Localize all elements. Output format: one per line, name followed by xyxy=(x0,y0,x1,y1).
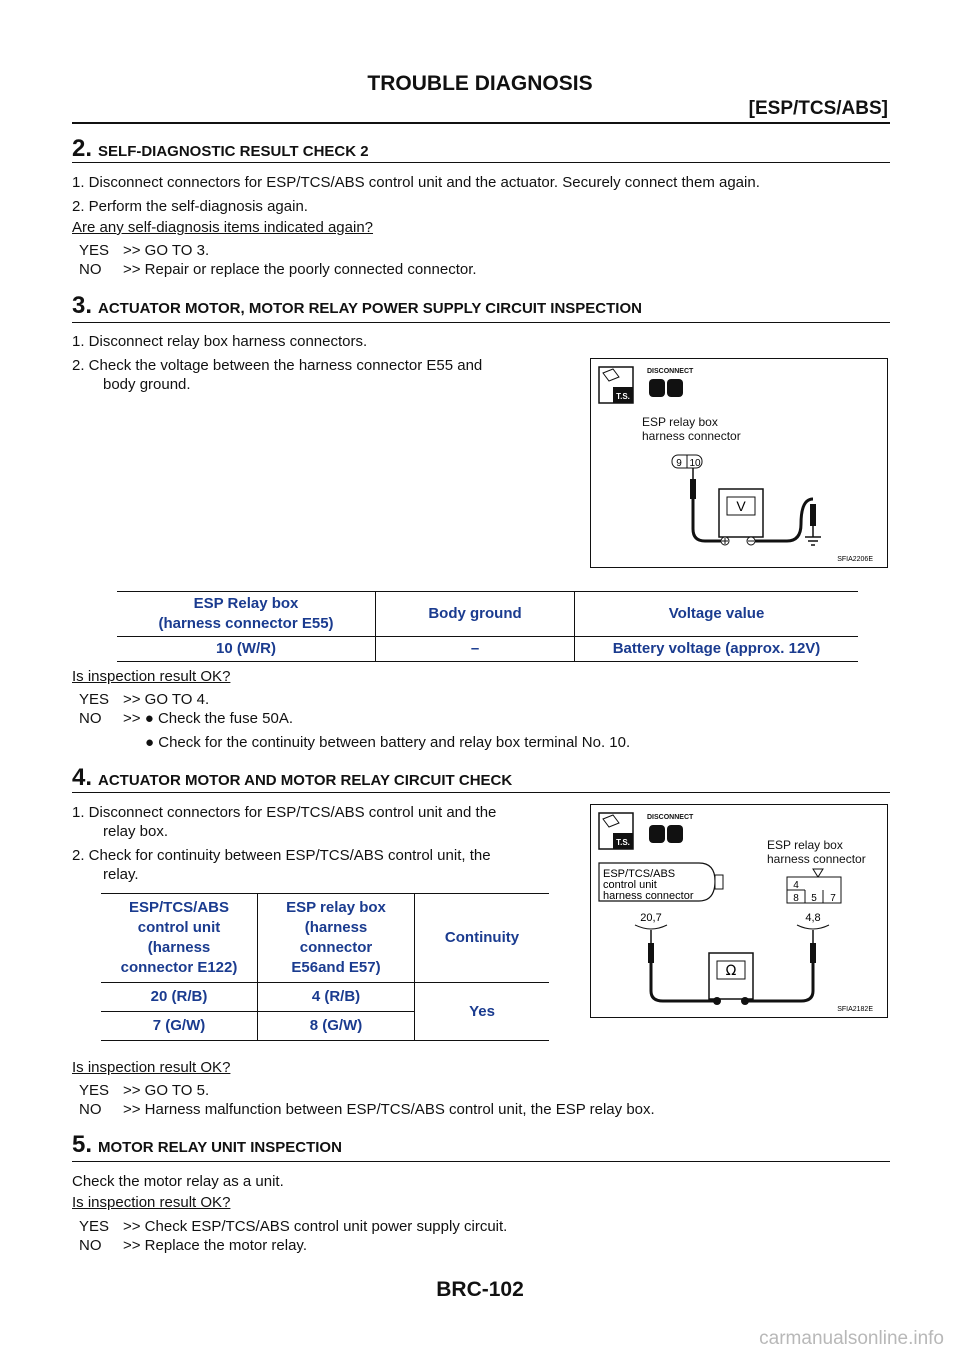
step-3-yes: YES >> GO TO 4. xyxy=(79,691,210,708)
pin-8: 8 xyxy=(793,893,799,904)
probe-right xyxy=(810,943,816,963)
t2-cell-ecu-2: 7 (G/W) xyxy=(101,1012,258,1041)
step-4-rule xyxy=(72,792,890,793)
bullet-icon: ● xyxy=(144,710,154,727)
step-2-rule xyxy=(72,162,890,163)
continuity-check-diagram xyxy=(590,804,888,1018)
header-rule xyxy=(72,122,890,124)
step-3-no-bullet-2-row xyxy=(145,734,630,751)
brace-left xyxy=(635,925,667,929)
connector-disconnect-icon xyxy=(649,825,683,843)
t2-header-continuity: Continuity xyxy=(444,929,520,946)
page-title: TROUBLE DIAGNOSIS xyxy=(367,72,593,95)
t2-cell-ecu-1: 20 (R/B) xyxy=(101,983,258,1012)
t2-cell-relay-2: 8 (G/W) xyxy=(258,1012,415,1041)
diagram-2-svg xyxy=(591,805,887,1017)
t2-header-ecu: ESP/TCS/ABS control unit (harness connector E122) xyxy=(101,894,258,983)
terminal-right xyxy=(741,997,749,1005)
step-5-yes: YES >> Check ESP/TCS/ABS control unit power supply circuit. xyxy=(79,1218,508,1235)
ecu-connector xyxy=(599,863,723,902)
ts-text: T.S. xyxy=(616,392,630,401)
t2-cell-continuity: Yes xyxy=(469,1002,495,1020)
step-2-question: Are any self-diagnosis items indicated again? xyxy=(72,219,374,236)
step-5-rule xyxy=(72,1161,890,1162)
disconnect-text: DISCONNECT xyxy=(647,814,694,821)
step-5-heading: 5. MOTOR RELAY UNIT INSPECTION xyxy=(72,1131,342,1158)
wire-right xyxy=(747,963,813,1001)
voltmeter-label: V xyxy=(736,498,746,514)
pin-4: 4 xyxy=(793,880,799,891)
connector-e55 xyxy=(672,455,702,469)
step-3-heading: 3. ACTUATOR MOTOR, MOTOR RELAY POWER SUPPLY CIRCUIT INSPECTION xyxy=(72,292,642,319)
step-2-item-1: 1. Disconnect connectors for ESP/TCS/ABS control unit and the actuator. Securely connect them again. xyxy=(72,174,760,191)
step-4-no: NO >> Harness malfunction between ESP/TCS/ABS control unit, the ESP relay box. xyxy=(79,1101,655,1118)
fig1-label-2: harness connector xyxy=(642,429,741,443)
step-4-item-1: 1. Disconnect connectors for ESP/TCS/ABS control unit and the xyxy=(72,804,497,821)
step-3-item-1: 1. Disconnect relay box harness connectors. xyxy=(72,333,368,350)
brace-right xyxy=(797,925,829,929)
ecu-label-1: ESP/TCS/ABS xyxy=(603,868,676,880)
step-5-item-1: Check the motor relay as a unit. xyxy=(72,1173,284,1190)
t1-header-voltage: Voltage value xyxy=(668,605,765,622)
t2-cell-relay-1: 4 (R/B) xyxy=(258,983,415,1012)
fig1-code: SFIA2206E xyxy=(837,556,873,563)
fig2-pins-left: 20,7 xyxy=(640,912,662,924)
disconnect-text: DISCONNECT xyxy=(647,368,694,375)
t1-header-ground: Body ground xyxy=(376,592,575,637)
t1-cell-ground: – xyxy=(376,637,575,662)
fig2-pins-right: 4,8 xyxy=(805,912,821,924)
ground-icon xyxy=(805,537,821,545)
pin-10: 10 xyxy=(689,458,701,469)
bullet-icon: ● xyxy=(145,734,155,751)
step-3-question: Is inspection result OK? xyxy=(72,668,231,685)
connector-disconnect-icon xyxy=(649,379,683,397)
step-4-question: Is inspection result OK? xyxy=(72,1059,231,1076)
probe-left xyxy=(648,943,654,963)
step-2-yes: YES >> GO TO 3. xyxy=(79,242,210,259)
wire-left xyxy=(651,963,717,1001)
step-3-item-2-cont: body ground. xyxy=(103,376,191,393)
step-3-rule xyxy=(72,322,890,323)
ts-text: T.S. xyxy=(616,838,630,847)
fig2-relay-label-2: harness connector xyxy=(767,852,866,866)
voltage-check-diagram xyxy=(590,358,888,568)
pin-9: 9 xyxy=(676,458,682,469)
continuity-table xyxy=(101,893,549,1041)
pin-7: 7 xyxy=(830,893,836,904)
step-3-no-bullet-2: Check for the continuity between battery and relay box terminal No. 10. xyxy=(158,734,631,751)
fig2-code: SFIA2182E xyxy=(837,1006,873,1013)
watermark: carmanualsonline.info xyxy=(759,1328,944,1349)
t1-cell-terminal: 10 (W/R) xyxy=(117,637,376,662)
step-2-heading: 2. SELF-DIAGNOSTIC RESULT CHECK 2 xyxy=(72,135,369,162)
page-number: BRC-102 xyxy=(436,1278,524,1301)
fig2-relay-label-1: ESP relay box xyxy=(767,838,843,852)
section-label: [ESP/TCS/ABS] xyxy=(748,98,888,119)
step-3-item-2: 2. Check the voltage between the harness connector E55 and xyxy=(72,357,483,374)
step-2-item-2: 2. Perform the self-diagnosis again. xyxy=(72,198,308,215)
ohm-icon: Ω xyxy=(725,963,737,979)
step-5-no: NO >> Replace the motor relay. xyxy=(79,1237,307,1254)
step-4-yes: YES >> GO TO 5. xyxy=(79,1082,210,1099)
voltage-table xyxy=(117,591,858,662)
terminal-left xyxy=(713,997,721,1005)
t2-header-relay: ESP relay box (harness connector E56and E57) xyxy=(258,894,415,983)
ecu-label-3: harness connector xyxy=(603,890,694,902)
step-4-heading: 4. ACTUATOR MOTOR AND MOTOR RELAY CIRCUIT CHECK xyxy=(72,764,513,791)
probe-right xyxy=(810,504,816,526)
diagram-1-svg xyxy=(591,359,887,567)
t1-cell-voltage: Battery voltage (approx. 12V) xyxy=(612,640,821,657)
step-3-no: NO >> ● Check the fuse 50A. xyxy=(79,710,294,727)
probe-left xyxy=(690,479,696,499)
fig1-label-1: ESP relay box xyxy=(642,415,718,429)
step-2-no: NO >> Repair or replace the poorly connected connector. xyxy=(79,261,477,278)
step-4-item-2-cont: relay. xyxy=(103,866,139,883)
step-4-item-2: 2. Check for continuity between ESP/TCS/ABS control unit, the xyxy=(72,847,491,864)
t1-header-relay: ESP Relay box (harness connector E55) xyxy=(117,592,376,637)
step-4-item-1-cont: relay box. xyxy=(103,823,169,840)
pin-5: 5 xyxy=(811,893,817,904)
step-5-question: Is inspection result OK? xyxy=(72,1194,231,1211)
ecu-label-2: control unit xyxy=(603,879,657,891)
step-3-no-bullet-1: Check the fuse 50A. xyxy=(157,710,294,727)
relay-connector xyxy=(787,869,841,904)
